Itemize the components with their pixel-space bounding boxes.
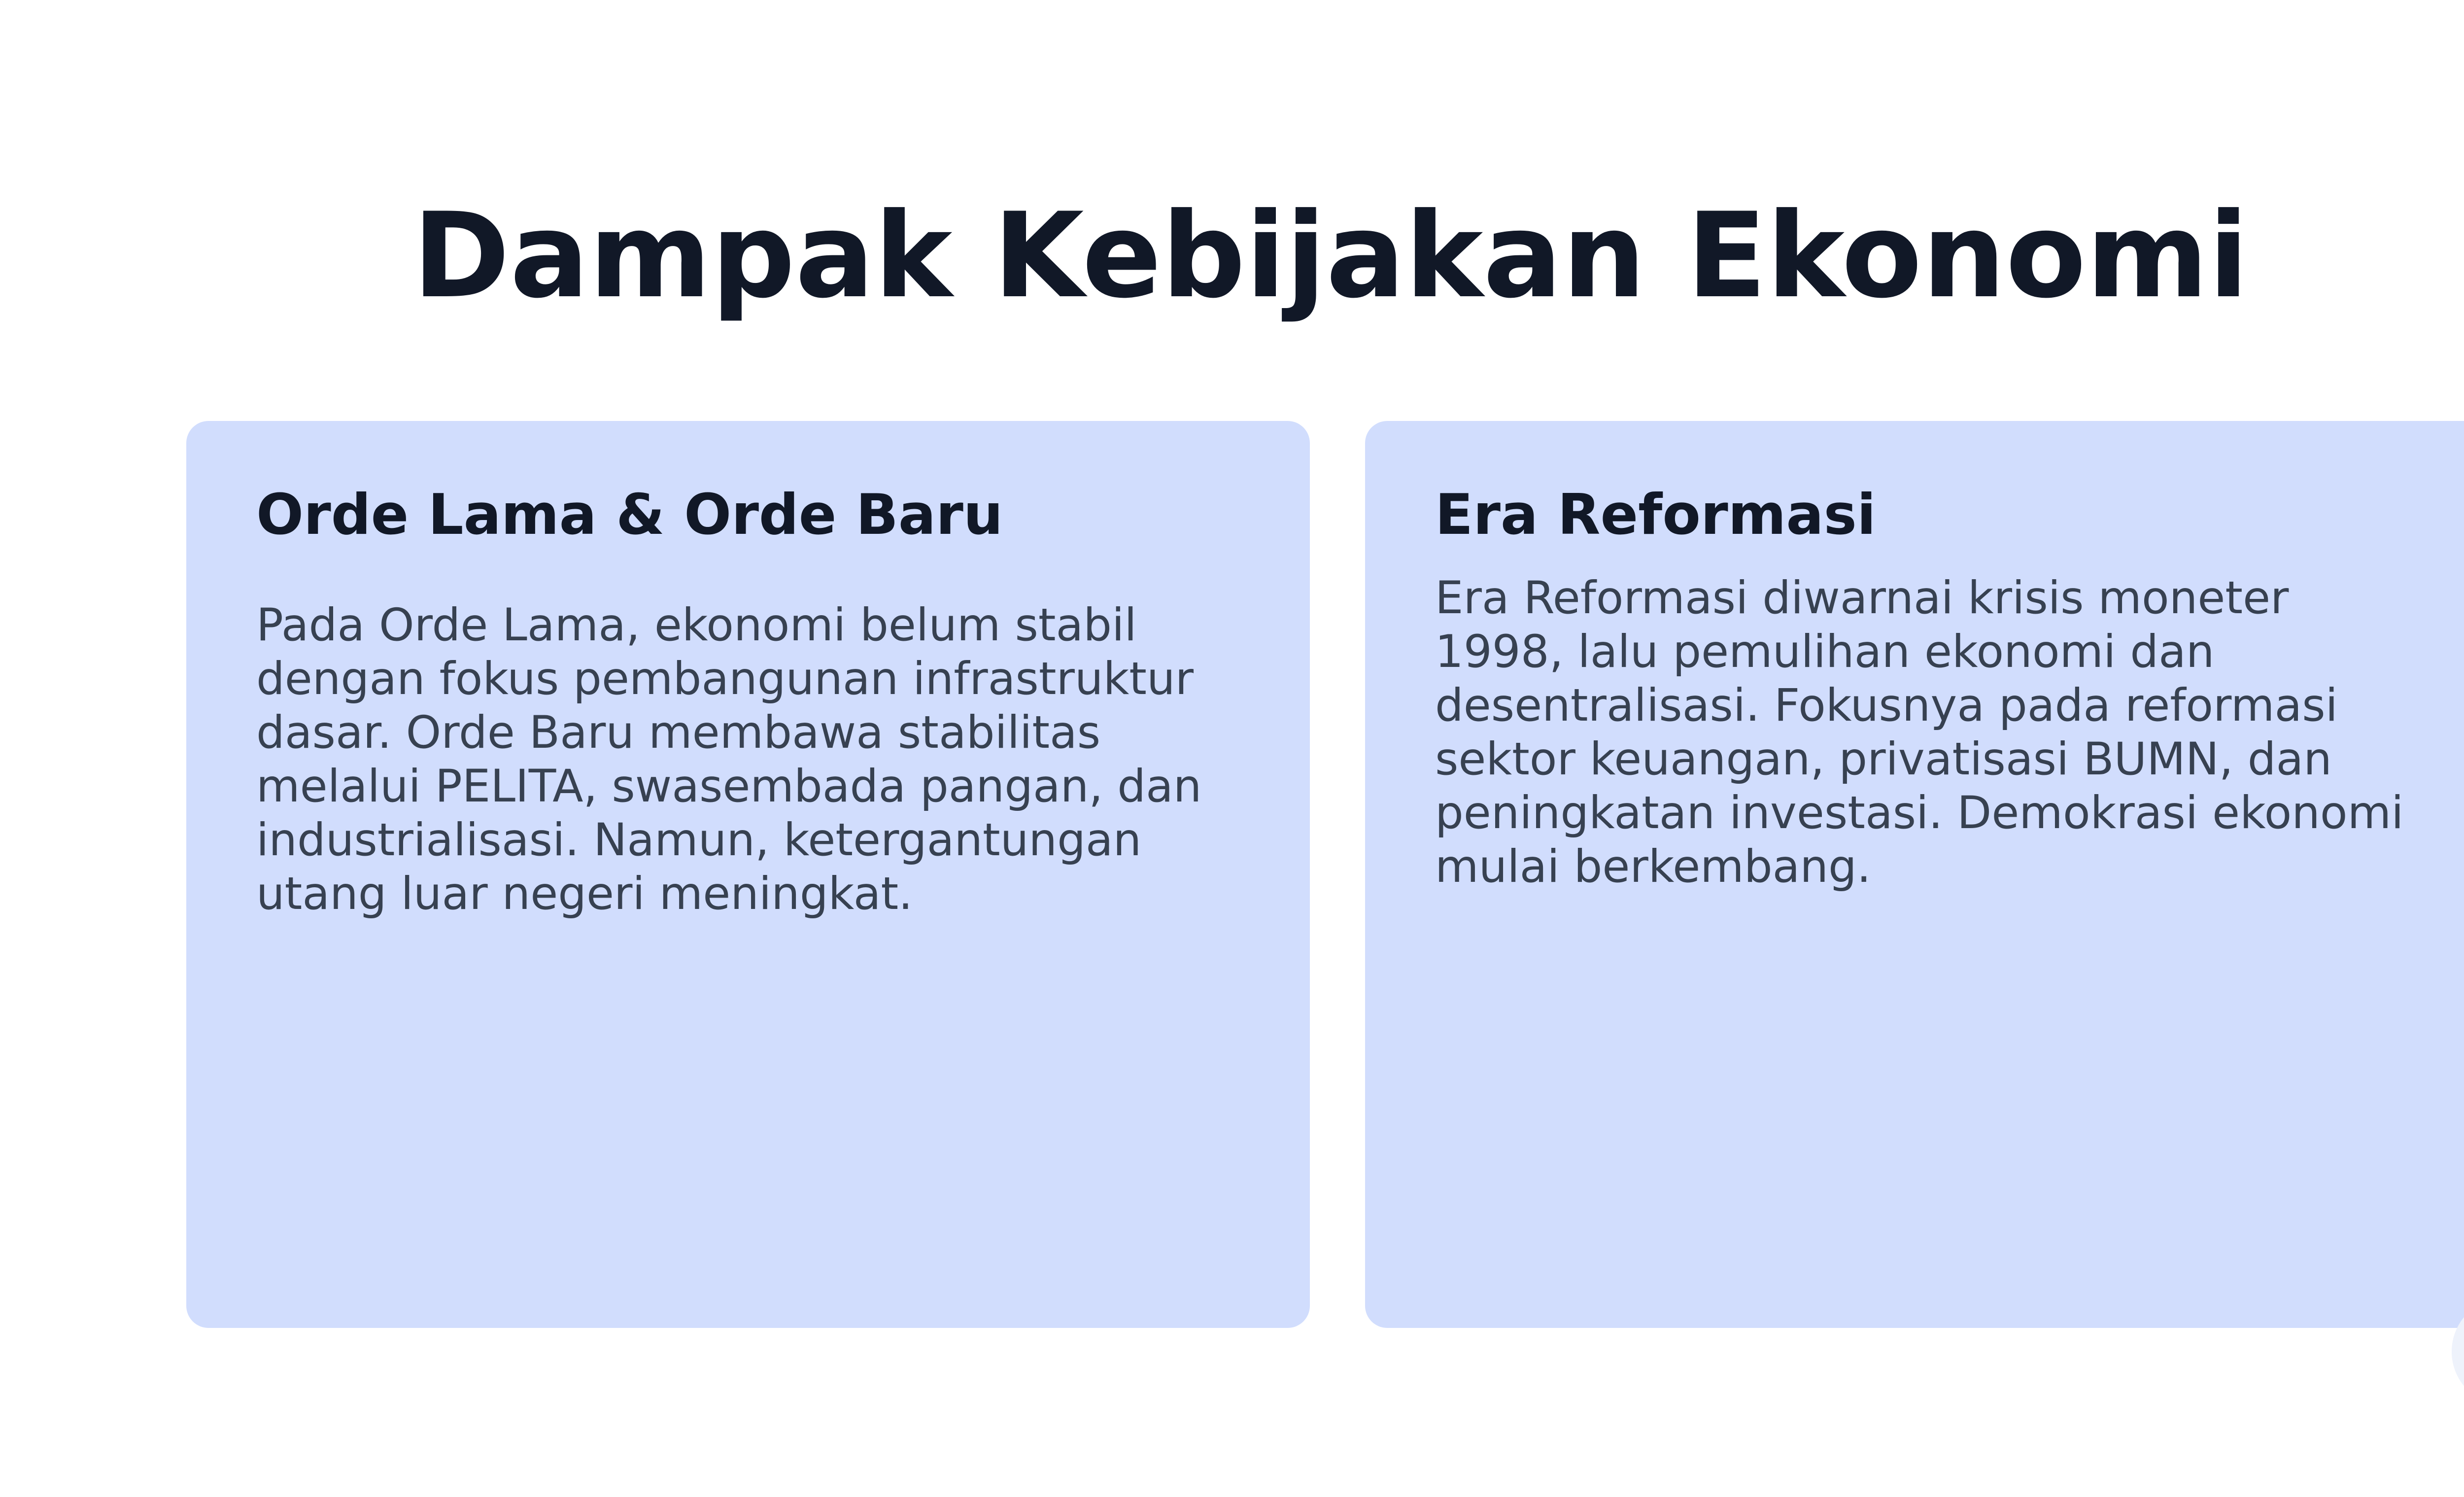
card-body-line: desentralisasi. Fokusnya pada reformasi	[1435, 680, 2338, 731]
card-body-line: melalui PELITA, swasembada pangan, dan	[256, 761, 1202, 812]
card-heading: Era Reformasi	[1435, 482, 1876, 547]
card-body-line: peningkatan investasi. Demokrasi ekonomi	[1435, 787, 2404, 839]
card-body	[1435, 571, 2421, 894]
card-body-line: Era Reformasi diwarnai krisis moneter	[1435, 572, 2289, 624]
card-body-line: mulai berkembang.	[1435, 841, 1871, 893]
card-body-line: utang luar negeri meningkat.	[256, 868, 913, 920]
slide-title: Dampak Kebijakan Ekonomi	[412, 188, 2249, 324]
card-body-line: dengan fokus pembangunan infrastruktur	[256, 653, 1194, 705]
card-body-line: 1998, lalu pemulihan ekonomi dan	[1435, 626, 2215, 678]
card-era-reformasi	[1365, 421, 2464, 1328]
card-body-line: industrialisasi. Namun, ketergantungan	[256, 814, 1142, 866]
card-body-line: dasar. Orde Baru membawa stabilitas	[256, 707, 1101, 759]
card-body-line: sektor keuangan, privatisasi BUMN, dan	[1435, 733, 2332, 785]
card-heading: Orde Lama & Orde Baru	[256, 482, 1003, 547]
card-orde-lama-orde-baru	[186, 421, 1310, 1328]
card-body-line: Pada Orde Lama, ekonomi belum stabil	[256, 599, 1137, 651]
card-body	[256, 598, 1242, 921]
